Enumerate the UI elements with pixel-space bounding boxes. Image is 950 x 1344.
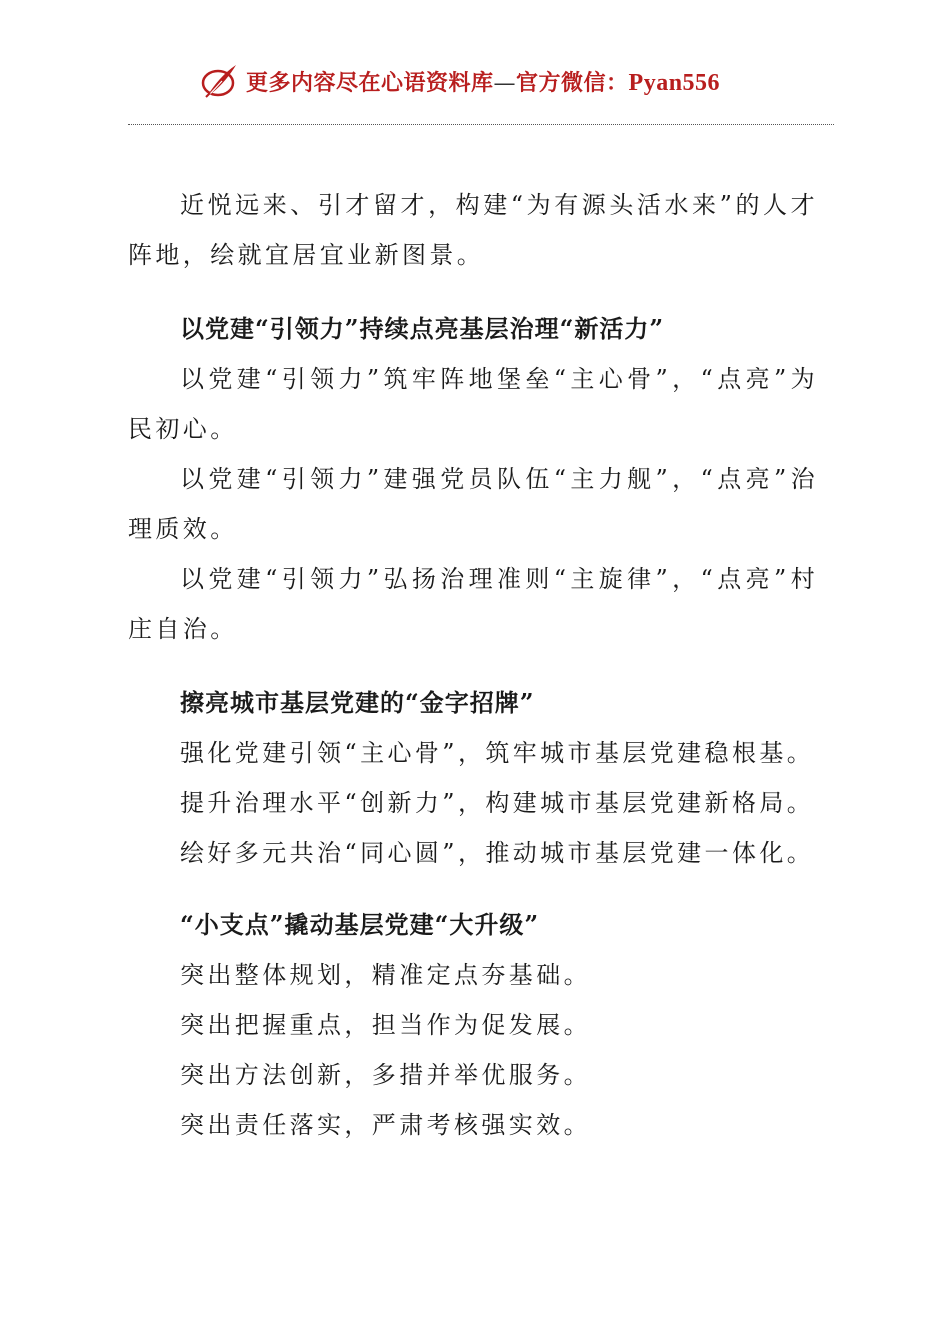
section-1-heading: 以党建“引领力”持续点亮基层治理“新活力” xyxy=(180,314,665,343)
header-dash: — xyxy=(493,70,517,96)
section-3-item: 突出责任落实，严肃考核强实效。 xyxy=(180,1111,591,1139)
section-3-heading: “小支点”撬动基层党建“大升级” xyxy=(180,910,540,939)
header-wechat-id: Pyan556 xyxy=(628,69,721,96)
page-header xyxy=(200,58,760,104)
header-site-name: 更多内容尽在心语资料库 xyxy=(246,69,494,96)
header-wechat-label: 官方微信： xyxy=(516,69,629,96)
section-1-item: 以党建“引领力”筑牢阵地堡垒“主心骨”，“点亮”为民初心。 xyxy=(128,365,818,443)
section-2-item: 提升治理水平“创新力”，构建城市基层党建新格局。 xyxy=(180,789,815,817)
section-1-item: 以党建“引领力”弘扬治理准则“主旋律”，“点亮”村庄自治。 xyxy=(128,565,818,643)
section-1-item: 以党建“引领力”建强党员队伍“主力舰”，“点亮”治理质效。 xyxy=(128,465,818,543)
intro-paragraph: 近悦远来、引才留才，构建“为有源头活水来”的人才阵地，绘就宜居宜业新图景。 xyxy=(128,191,818,269)
header-banner-text xyxy=(246,66,720,97)
section-3-item: 突出整体规划，精准定点夯基础。 xyxy=(180,961,591,989)
section-2-item: 强化党建引领“主心骨”，筑牢城市基层党建稳根基。 xyxy=(180,739,815,767)
feather-pen-logo-icon xyxy=(200,61,240,101)
section-3-item: 突出方法创新，多措并举优服务。 xyxy=(180,1061,591,1089)
section-2-item: 绘好多元共治“同心圆”，推动城市基层党建一体化。 xyxy=(180,839,815,867)
section-3-item: 突出把握重点，担当作为促发展。 xyxy=(180,1011,591,1039)
document-body xyxy=(128,180,818,1150)
header-divider xyxy=(128,124,834,125)
section-2-heading: 擦亮城市基层党建的“金字招牌” xyxy=(180,688,535,717)
